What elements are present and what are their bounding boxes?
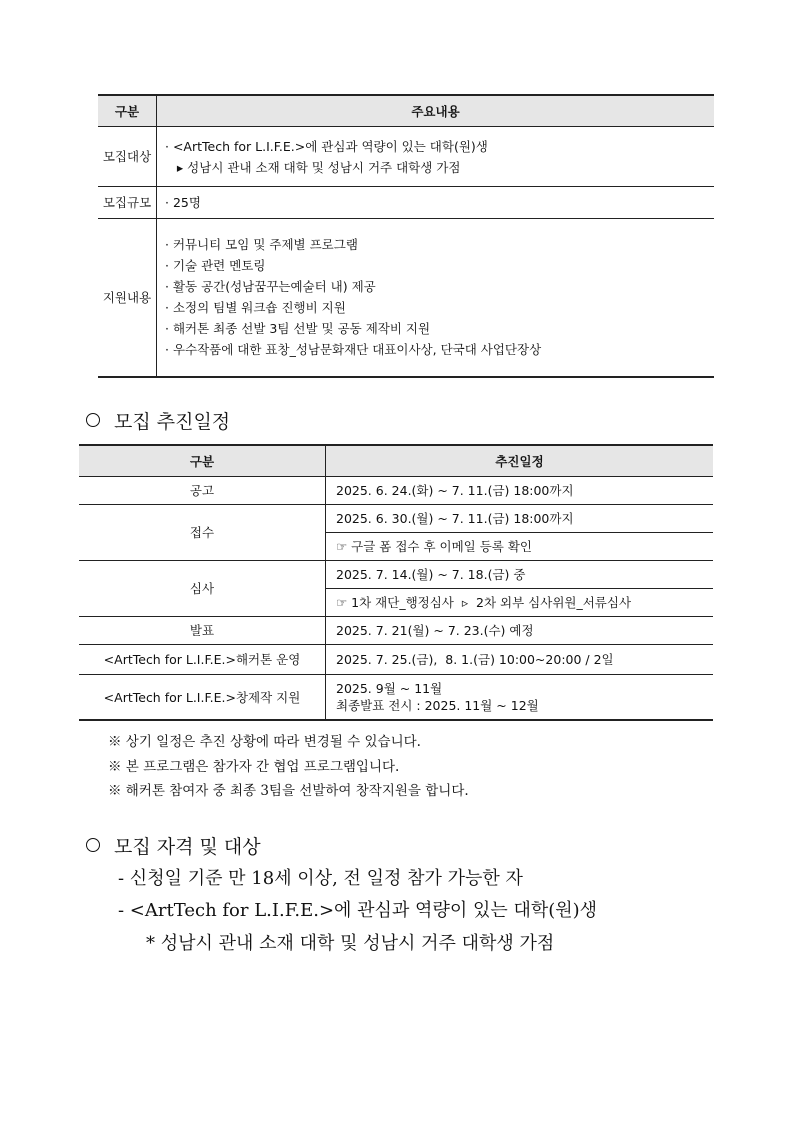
support-table (98, 94, 714, 378)
circle-bullet-icon (86, 838, 100, 852)
content-line: · 25명 (165, 195, 201, 210)
content-line: · 활동 공간(성남꿈꾸는예술터 내) 제공 (165, 279, 376, 295)
note-item: ※ 상기 일정은 추진 상황에 따라 변경될 수 있습니다. (108, 734, 421, 750)
content-line: · <ArtTech for L.I.F.E.>에 관심과 역량이 있는 대학(원)생 (165, 138, 488, 154)
schedule-item: 2025. 7. 21(월) ~ 7. 23.(수) 예정 (326, 617, 714, 645)
schedule-heading (86, 407, 230, 434)
table-header: 주요내용 (157, 95, 715, 127)
row-label: 심사 (79, 561, 326, 617)
schedule-item: 2025. 7. 25.(금), 8. 1.(금) 10:00~20:00 / 2일 (326, 645, 714, 675)
schedule-line: 2025. 9월 ~ 11월 (336, 681, 443, 696)
content-line: · 소정의 팀별 워크숍 진행비 지원 (165, 300, 346, 316)
table-header: 구분 (79, 445, 326, 477)
content-line: · 기술 관련 멘토링 (165, 258, 266, 274)
row-label: 모집대상 (98, 127, 157, 187)
eligibility-item: - 신청일 기준 만 18세 이상, 전 일정 참가 가능한 자 (118, 868, 523, 889)
schedule-item: ☞ 구글 폼 접수 후 이메일 등록 확인 (326, 533, 714, 561)
schedule-table (79, 444, 713, 721)
content-line: ▸ 성남시 관내 소재 대학 및 성남시 거주 대학생 가점 (165, 159, 461, 175)
row-label: 접수 (79, 505, 326, 561)
schedule-heading-text: 모집 추진일정 (114, 411, 231, 433)
row-label: <ArtTech for L.I.F.E.>해커톤 운영 (79, 645, 326, 675)
eligibility-item: - <ArtTech for L.I.F.E.>에 관심과 역량이 있는 대학(원)생 (118, 900, 598, 921)
schedule-item: ☞ 1차 재단_행정심사 ▹ 2차 외부 심사위원_서류심사 (326, 589, 714, 617)
content-line: · 커뮤니티 모임 및 주제별 프로그램 (165, 237, 358, 253)
table-header: 추진일정 (326, 445, 714, 477)
row-label: 발표 (79, 617, 326, 645)
note-item: ※ 본 프로그램은 참가자 간 협업 프로그램입니다. (108, 758, 400, 775)
eligibility-heading (86, 832, 261, 859)
circle-bullet-icon (86, 413, 100, 427)
notes (108, 730, 469, 804)
row-label: 공고 (79, 477, 326, 505)
row-content (157, 187, 715, 219)
row-label: 지원내용 (98, 219, 157, 377)
schedule-item: 2025. 6. 30.(월) ~ 7. 11.(금) 18:00까지 (326, 505, 714, 533)
schedule-line: 최종발표 전시 : 2025. 11월 ~ 12월 (336, 698, 539, 713)
table-header: 구분 (98, 95, 157, 127)
content-line: · 해커톤 최종 선발 3팀 선발 및 공동 제작비 지원 (165, 321, 431, 337)
schedule-item (326, 675, 714, 721)
row-content (157, 219, 715, 377)
note-item: ※ 해커톤 참여자 중 최종 3팀을 선발하여 창작지원을 합니다. (108, 783, 469, 799)
row-label: <ArtTech for L.I.F.E.>창제작 지원 (79, 675, 326, 721)
schedule-item: 2025. 6. 24.(화) ~ 7. 11.(금) 18:00까지 (326, 477, 714, 505)
row-label: 모집규모 (98, 187, 157, 219)
row-content (157, 127, 715, 187)
content-line: · 우수작품에 대한 표창_성남문화재단 대표이사상, 단국대 사업단장상 (165, 342, 542, 358)
schedule-item: 2025. 7. 14.(월) ~ 7. 18.(금) 중 (326, 561, 714, 589)
eligibility-heading-text: 모집 자격 및 대상 (114, 836, 261, 858)
eligibility-subitem: * 성남시 관내 소재 대학 및 성남시 거주 대학생 가점 (146, 933, 555, 954)
